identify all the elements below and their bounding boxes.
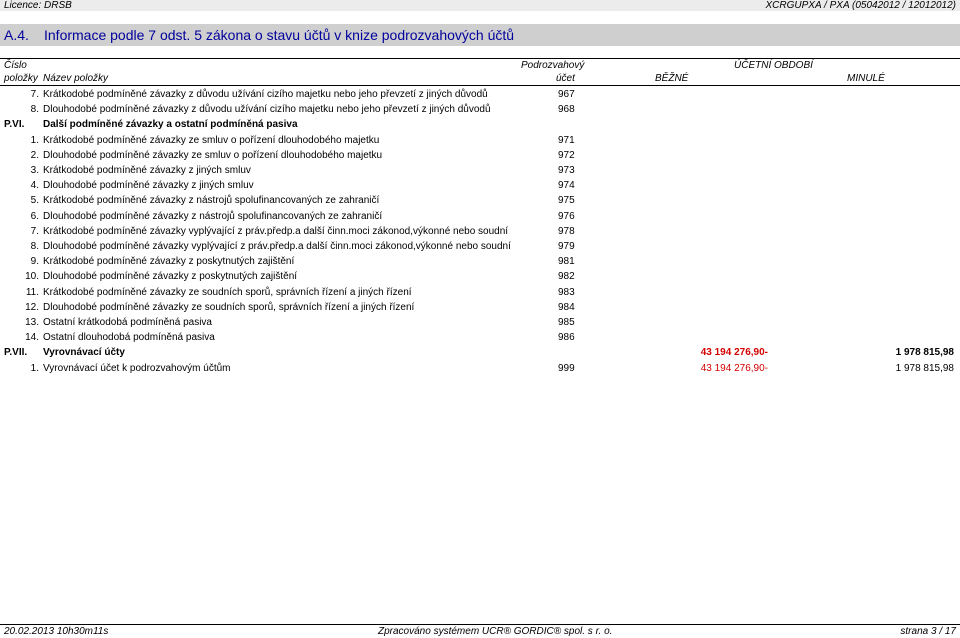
- row-number: 1.: [30, 134, 39, 146]
- row-number: 2.: [30, 149, 39, 161]
- row-account: 979: [558, 241, 575, 252]
- section-number: A.4.: [4, 27, 29, 43]
- row-name: Dlouhodobé podmíněné závazky ze smluv o pořízení dlouhodobého majetku: [43, 149, 383, 161]
- row-account: 967: [558, 89, 575, 100]
- report-id: XCRGUPXA / PXA (05042012 / 12012012): [765, 0, 956, 11]
- table-row: [0, 133, 960, 148]
- row-number: 13.: [25, 317, 39, 328]
- section-title: Informace podle 7 odst. 5 zákona o stavu účtů v knize podrozvahových účtů: [44, 27, 515, 43]
- row-name: Vyrovnávací účet k podrozvahovým účtům: [43, 362, 231, 374]
- row-account: 971: [558, 134, 575, 146]
- row-name: Dlouhodobé podmíněné závazky z jiných smluv: [43, 180, 254, 192]
- row-account: 975: [558, 195, 575, 207]
- row-name: Dlouhodobé podmíněné závazky ze soudních sporů, správních řízení a jiných řízení: [43, 301, 415, 313]
- section-row: [0, 345, 960, 360]
- row-name: Krátkodobé podmíněné závazky z poskytnutých zajištění: [43, 256, 295, 268]
- table-row: [0, 193, 960, 208]
- row-bezne: 43 194 276,90-: [700, 362, 768, 374]
- row-number: 12.: [25, 301, 39, 313]
- row-number: P.VI.: [4, 119, 25, 131]
- table-row: [0, 285, 960, 300]
- row-number: P.VII.: [4, 347, 28, 359]
- row-account: 974: [558, 180, 575, 192]
- table-row: [0, 87, 960, 102]
- row-account: 981: [558, 256, 575, 268]
- table-row: [0, 315, 960, 330]
- row-name: Dlouhodobé podmíněné závazky z poskytnutých zajištění: [43, 271, 298, 283]
- row-number: 7.: [30, 225, 39, 237]
- row-name: Krátkodobé podmíněné závazky z nástrojů spolufinancovaných ze zahraničí: [43, 195, 380, 207]
- row-account: 978: [558, 225, 575, 237]
- table-row: [0, 300, 960, 315]
- header-ucet: účet: [556, 73, 575, 84]
- table-row: [0, 224, 960, 239]
- table-row: [0, 239, 960, 254]
- row-number: 3.: [30, 165, 39, 176]
- row-name: Dlouhodobé podmíněné závazky z nástrojů spolufinancovaných ze zahraničí: [43, 210, 383, 222]
- row-number: 1.: [30, 362, 39, 374]
- table-row: [0, 254, 960, 269]
- row-number: 11.: [25, 286, 39, 298]
- row-bezne: 43 194 276,90-: [700, 347, 768, 359]
- row-name: Krátkodobé podmíněné závazky ze smluv o pořízení dlouhodobého majetku: [43, 134, 380, 146]
- table-header-row-2: [0, 72, 960, 86]
- table-header-row-1: [0, 58, 960, 72]
- row-name: Dlouhodobé podmíněné závazky z důvodu užívání cizího majetku nebo jeho převzetí z jiných důvodů: [43, 104, 491, 116]
- row-account: 968: [558, 104, 575, 116]
- header-nazev: Název položky: [43, 73, 109, 84]
- table-row: [0, 163, 960, 178]
- table-row: [0, 269, 960, 284]
- row-name: Ostatní krátkodobá podmíněná pasiva: [43, 317, 212, 328]
- row-name: Další podmíněné závazky a ostatní podmíněná pasiva: [43, 119, 298, 131]
- footer-system: Zpracováno systémem UCR® GORDIC® spol. s r. o.: [378, 626, 613, 637]
- licence-label: Licence: DRSB: [4, 0, 72, 11]
- row-account: 985: [558, 317, 575, 328]
- row-name: Dlouhodobé podmíněné závazky vyplývající z práv.předp.a další činn.moci zákonod,výkonné nebo soudní: [43, 241, 511, 252]
- row-name: Ostatní dlouhodobá podmíněná pasiva: [43, 332, 215, 344]
- table-row: [0, 330, 960, 345]
- row-minule: 1 978 815,98: [895, 362, 954, 374]
- page-header: [0, 0, 960, 11]
- row-number: 10.: [25, 271, 39, 283]
- header-podrozvahovy: Podrozvahový: [521, 60, 585, 71]
- footer-date: 20.02.2013 10h30m11s: [4, 626, 109, 637]
- page-footer: [0, 624, 960, 638]
- row-name: Krátkodobé podmíněné závazky vyplývající z práv.předp.a další činn.moci zákonod,výkonné nebo soudní: [43, 225, 509, 237]
- row-number: 6.: [30, 210, 39, 222]
- row-account: 986: [558, 332, 575, 344]
- row-name: Vyrovnávací účty: [43, 347, 125, 359]
- row-name: Krátkodobé podmíněné závazky z důvodu užívání cizího majetku nebo jeho převzetí z jiných důvodů: [43, 89, 488, 100]
- header-ucetni-obdobi: ÚČETNÍ OBDOBÍ: [734, 60, 813, 71]
- header-cislo: Číslo: [4, 60, 27, 71]
- row-number: 4.: [30, 180, 39, 192]
- header-bezne: BĚŽNÉ: [655, 73, 689, 84]
- row-number: 9.: [30, 256, 39, 268]
- row-number: 7.: [30, 89, 39, 100]
- header-polozky: položky: [4, 73, 38, 84]
- row-account: 982: [558, 271, 575, 283]
- row-name: Krátkodobé podmíněné závazky ze soudních sporů, správních řízení a jiných řízení: [43, 286, 412, 298]
- row-name: Krátkodobé podmíněné závazky z jiných smluv: [43, 165, 251, 176]
- row-number: 8.: [30, 241, 39, 252]
- row-minule: 1 978 815,98: [895, 347, 954, 359]
- section-row: [0, 117, 960, 132]
- table-row: [0, 102, 960, 117]
- row-number: 8.: [30, 104, 39, 116]
- row-account: 983: [558, 286, 575, 298]
- header-minule: MINULÉ: [847, 73, 885, 84]
- section-title-bar: [0, 24, 960, 46]
- row-number: 5.: [30, 195, 39, 207]
- row-account: 999: [558, 362, 575, 374]
- row-number: 14.: [25, 332, 39, 344]
- row-account: 976: [558, 210, 575, 222]
- table-row: [0, 209, 960, 224]
- table-row: [0, 148, 960, 163]
- row-account: 972: [558, 149, 575, 161]
- footer-page: strana 3 / 17: [900, 626, 956, 637]
- row-account: 984: [558, 301, 575, 313]
- table-row: [0, 361, 960, 376]
- table-row: [0, 178, 960, 193]
- row-account: 973: [558, 165, 575, 176]
